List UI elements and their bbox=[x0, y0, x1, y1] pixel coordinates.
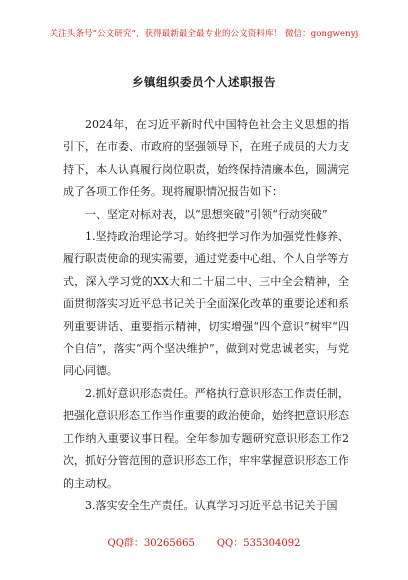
paragraph-item-2: 2.抓好意识形态责任。严格执行意识形态工作责任制，把强化意识形态工作当作重要的政治使命，始终把意识形态工作纳入重要议事日程。全年参加专题研究意识形态工作2次，抓好分管范围的意识形态工作，牢牢掌握意识形态工作的主动权。 bbox=[63, 386, 349, 490]
document-title: 乡镇组织委员个人述职报告 bbox=[132, 75, 276, 89]
header-note: 关注头条号“公文研究”，获得最新最全最专业的公文资料库！ 微信：gongwenyj bbox=[49, 29, 359, 39]
document-body bbox=[63, 114, 349, 517]
footer-contact bbox=[0, 534, 408, 549]
paragraph-section-heading: 一、坚定对标对表，以“思想突破”引领“行动突破” bbox=[85, 207, 328, 221]
paragraph-item-1: 1.坚持政治理论学习。始终把学习作为加强党性修养、履行职责使命的现实需要，通过党委中心组、个人自学等方式，深入学习党的XX大和二十届二中、三中全会精神，全面贯彻落实习近平总书记关于全面深化改革的重要论述和系列重要讲话、重要指示精神，切实增强“四个意识”树牢“四个自信”，落实“两个坚决维护”，做到对党忠诚老实，与党同心同德。 bbox=[63, 230, 349, 378]
paragraph-intro: 2024年，在习近平新时代中国特色社会主义思想的指引下，在市委、市政府的坚强领导下，在班子成员的大力支持下，本人认真履行岗位职责，始终保持清廉本色，圆满完成了各项工作任务。现将履职情况报告如下： bbox=[63, 118, 349, 199]
paragraph-item-3: 3.落实安全生产责任。认真学习习近平总书记关于国 bbox=[85, 498, 338, 512]
footer-qq-number: QQ：535304092 bbox=[216, 538, 301, 549]
footer-qq-group: QQ群：30265665 bbox=[107, 538, 195, 549]
